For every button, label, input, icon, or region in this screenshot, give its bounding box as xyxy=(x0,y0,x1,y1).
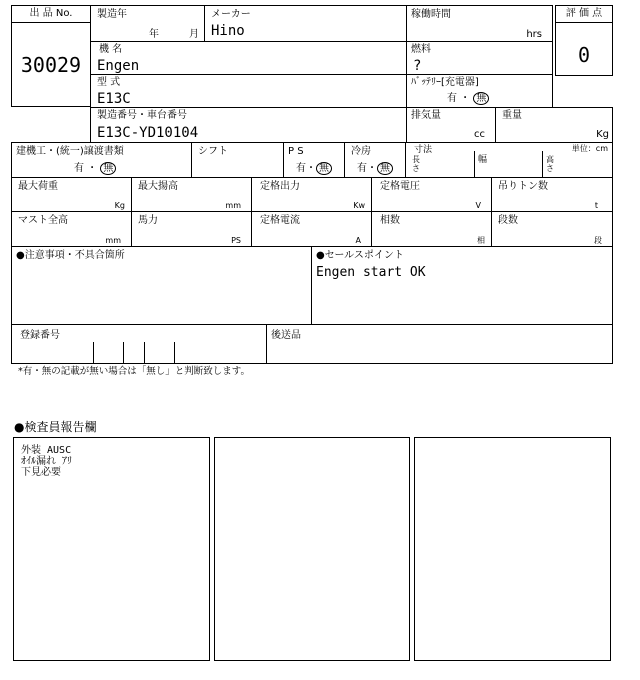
inspector-report-text: 外装 AUSC ｵｲﾙ漏れ ｱﾘ 下見必要 xyxy=(21,445,73,478)
name-label: 機 名 xyxy=(99,44,123,55)
dims-divider-2 xyxy=(542,151,543,178)
serial-value: E13C-YD10104 xyxy=(97,125,199,141)
horsepower-label: 馬力 xyxy=(138,215,158,226)
maker-cell xyxy=(204,5,407,42)
rated-output-unit: Kw xyxy=(353,201,365,210)
fuel-label: 燃料 xyxy=(411,44,431,55)
max-lift-label: 最大揚高 xyxy=(138,181,178,192)
lot-no-value: 30029 xyxy=(20,53,82,77)
selling-points-label: ●セールスポイント xyxy=(316,250,404,261)
horsepower-unit: PS xyxy=(231,236,241,245)
year-cell xyxy=(90,5,205,42)
dims-divider-1 xyxy=(474,151,475,178)
model-label: 型 式 xyxy=(97,77,121,88)
name-value: Engen xyxy=(97,58,140,74)
cooler-no-circled: 無 xyxy=(377,162,393,175)
reg-divider-3 xyxy=(144,342,145,364)
length-label: 長 さ xyxy=(412,155,420,173)
ps-label: P S xyxy=(288,146,304,157)
serial-cell xyxy=(90,107,407,143)
caution-box xyxy=(11,246,312,325)
hours-label: 稼働時間 xyxy=(411,9,451,20)
maker-label: メーカー xyxy=(211,9,251,20)
stages-label: 段数 xyxy=(498,215,518,226)
battery-choice: 有 ・ 無 xyxy=(447,92,489,105)
lot-no-cell xyxy=(11,5,91,107)
inspector-title: ●検査員報告欄 xyxy=(14,420,97,434)
max-load-cell xyxy=(11,177,132,212)
caution-label: ●注意事項・不具合箇所 xyxy=(16,250,125,261)
shipping-box xyxy=(266,324,613,364)
cooler-label: 冷房 xyxy=(351,146,371,157)
registration-label: 登録番号 xyxy=(20,330,60,341)
shipping-label: 後送品 xyxy=(271,330,301,341)
battery-yes: 有 xyxy=(447,93,457,104)
year-unit: 年 xyxy=(149,29,159,40)
hours-unit: hrs xyxy=(526,29,542,40)
inspector-report-box-2 xyxy=(214,437,410,661)
rating-cell xyxy=(555,5,613,76)
phase-label: 相数 xyxy=(380,215,400,226)
hoist-ton-label: 吊りトン数 xyxy=(498,181,548,192)
stages-unit: 段 xyxy=(594,236,602,245)
phase-unit: 相 xyxy=(477,236,485,245)
battery-cell xyxy=(406,74,553,108)
dims-unit: 単位：cm xyxy=(571,144,608,153)
month-unit: 月 xyxy=(189,29,199,40)
reg-divider-4 xyxy=(174,342,175,364)
model-cell xyxy=(90,74,407,108)
phase-cell xyxy=(371,211,492,247)
rating-value: 0 xyxy=(577,43,591,67)
transfer-docs-cell xyxy=(11,142,192,178)
rated-output-label: 定格出力 xyxy=(260,181,300,192)
shift-cell xyxy=(191,142,284,178)
weight-unit: Kg xyxy=(596,129,609,140)
hours-cell xyxy=(406,5,553,42)
ps-cell xyxy=(283,142,345,178)
dims-label: 寸法 xyxy=(414,145,433,155)
horsepower-cell xyxy=(131,211,252,247)
height-label: 高 さ xyxy=(546,155,554,173)
serial-label: 製造番号・車台番号 xyxy=(97,110,187,121)
rating-header: 評 価 点 xyxy=(556,6,612,23)
selling-points-box xyxy=(311,246,613,325)
shift-label: シフト xyxy=(198,146,228,157)
maker-value: Hino xyxy=(211,23,245,39)
transfer-docs-choice: 有 ・ 無 xyxy=(74,162,116,175)
inspector-report-box-3 xyxy=(414,437,611,661)
fuel-cell xyxy=(406,41,553,75)
lot-no-header: 出 品 No. xyxy=(12,6,90,23)
displacement-label: 排気量 xyxy=(411,110,441,121)
name-cell xyxy=(90,41,407,75)
hoist-ton-unit: t xyxy=(594,201,598,210)
rated-voltage-unit: V xyxy=(475,201,481,210)
transfer-yes: 有 xyxy=(74,163,84,174)
displacement-cell xyxy=(406,107,496,143)
year-label: 製造年 xyxy=(97,9,127,20)
transfer-docs-label: 建機工・(統一)譲渡書類 xyxy=(16,146,124,157)
weight-label: 重量 xyxy=(502,110,522,121)
max-load-unit: Kg xyxy=(114,201,125,210)
cooler-yes: 有 xyxy=(357,163,367,174)
max-lift-unit: mm xyxy=(225,201,241,210)
mast-height-cell xyxy=(11,211,132,247)
max-load-label: 最大荷重 xyxy=(18,181,58,192)
rated-current-label: 定格電流 xyxy=(260,215,300,226)
reg-divider-2 xyxy=(123,342,124,364)
rated-current-cell xyxy=(251,211,372,247)
rated-current-unit: A xyxy=(355,236,361,245)
registration-box xyxy=(11,324,267,364)
transfer-no-circled: 無 xyxy=(100,162,116,175)
cooler-cell xyxy=(344,142,406,178)
rated-voltage-label: 定格電圧 xyxy=(380,181,420,192)
fuel-value: ? xyxy=(413,58,422,74)
model-value: E13C xyxy=(97,91,131,107)
ps-choice: 有・ 無 xyxy=(296,162,332,175)
battery-label: ﾊﾞｯﾃﾘｰ[充電器] xyxy=(411,77,479,88)
mast-height-unit: mm xyxy=(105,236,121,245)
inspector-report-box-1 xyxy=(13,437,210,661)
ps-no-circled: 無 xyxy=(316,162,332,175)
battery-no-circled: 無 xyxy=(473,92,489,105)
hoist-ton-cell xyxy=(491,177,613,212)
mast-height-label: マスト全高 xyxy=(18,215,68,226)
cooler-choice: 有・ 無 xyxy=(357,162,393,175)
rated-output-cell xyxy=(251,177,372,212)
selling-points-value: Engen start OK xyxy=(316,265,426,280)
width-label: 幅 xyxy=(478,155,488,165)
max-lift-cell xyxy=(131,177,252,212)
reg-divider-1 xyxy=(93,342,94,364)
ps-yes: 有 xyxy=(296,163,306,174)
stages-cell xyxy=(491,211,613,247)
footnote: *有・無の記載が無い場合は「無し」と判断致します。 xyxy=(18,366,250,377)
weight-cell xyxy=(495,107,613,143)
dimensions-cell xyxy=(405,142,613,178)
displacement-unit: cc xyxy=(474,129,485,140)
rated-voltage-cell xyxy=(371,177,492,212)
